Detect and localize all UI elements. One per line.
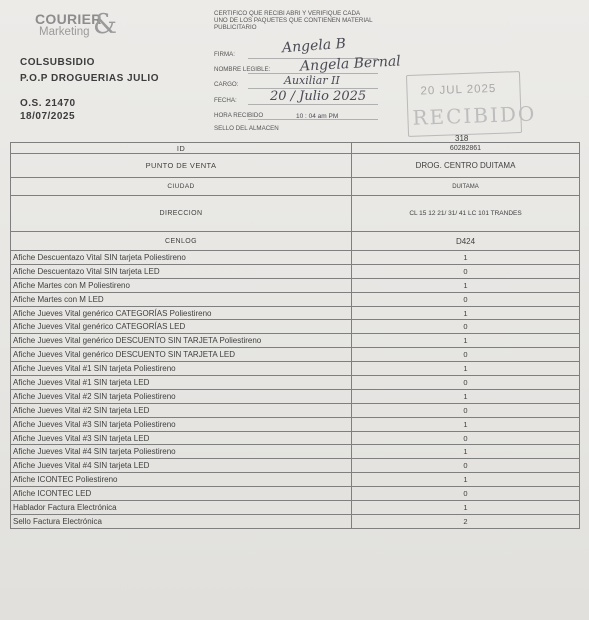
table-row bbox=[11, 431, 580, 445]
item-quantity: 1 bbox=[352, 278, 580, 292]
stamp-date: 20 JUL 2025 bbox=[420, 82, 497, 98]
item-quantity: 0 bbox=[352, 348, 580, 362]
table-row bbox=[11, 306, 580, 320]
fecha-line bbox=[248, 104, 378, 105]
item-quantity: 1 bbox=[352, 334, 580, 348]
item-description: Afiche Jueves Vital #3 SIN tarjeta Poliestireno bbox=[11, 417, 352, 431]
handwritten-name: Angela Bernal bbox=[299, 53, 402, 75]
nombre-label: NOMBRE LEGIBLE: bbox=[214, 66, 271, 73]
item-description: Sello Factura Electrónica bbox=[11, 514, 352, 528]
item-quantity: 1 bbox=[352, 251, 580, 265]
table-row bbox=[11, 348, 580, 362]
item-quantity: 1 bbox=[352, 389, 580, 403]
document-number: 318 bbox=[455, 134, 469, 143]
order-number: O.S. 21470 bbox=[20, 98, 76, 109]
firma-label: FIRMA: bbox=[214, 51, 235, 58]
table-row bbox=[11, 403, 580, 417]
item-quantity: 0 bbox=[352, 376, 580, 390]
ciudad-value: DUITAMA bbox=[352, 178, 580, 196]
cargo-label: CARGO: bbox=[214, 81, 239, 88]
sello-label: SELLO DEL ALMACEN bbox=[214, 125, 279, 132]
item-description: Afiche Jueves Vital #3 SIN tarjeta LED bbox=[11, 431, 352, 445]
item-quantity: 0 bbox=[352, 431, 580, 445]
table-row bbox=[11, 334, 580, 348]
cenlog-value: D424 bbox=[352, 232, 580, 251]
table-row-id bbox=[11, 143, 580, 154]
client-name: COLSUBSIDIO bbox=[20, 57, 95, 68]
order-date: 18/07/2025 bbox=[20, 111, 76, 122]
item-quantity: 1 bbox=[352, 473, 580, 487]
id-label: ID bbox=[11, 143, 352, 154]
item-quantity: 0 bbox=[352, 292, 580, 306]
item-description: Afiche Jueves Vital #1 SIN tarjeta LED bbox=[11, 376, 352, 390]
item-quantity: 0 bbox=[352, 264, 580, 278]
courier-marketing-logo bbox=[35, 11, 120, 43]
item-description: Afiche Jueves Vital genérico DESCUENTO SIN TARJETA LED bbox=[11, 348, 352, 362]
item-description: Afiche Descuentazo Vital SIN tarjeta Poliestireno bbox=[11, 251, 352, 265]
client-program: P.O.P DROGUERIAS JULIO bbox=[20, 73, 159, 84]
item-quantity: 0 bbox=[352, 403, 580, 417]
table-row bbox=[11, 389, 580, 403]
item-description: Afiche Jueves Vital genérico CATEGORÍAS Poliestireno bbox=[11, 306, 352, 320]
item-quantity: 1 bbox=[352, 445, 580, 459]
item-description: Afiche ICONTEC Poliestireno bbox=[11, 473, 352, 487]
item-quantity: 1 bbox=[352, 417, 580, 431]
table-row bbox=[11, 251, 580, 265]
item-description: Afiche Jueves Vital genérico CATEGORÍAS LED bbox=[11, 320, 352, 334]
item-quantity: 1 bbox=[352, 362, 580, 376]
handwritten-signature: Angela B bbox=[281, 35, 347, 57]
item-quantity: 0 bbox=[352, 487, 580, 501]
item-description: Afiche Jueves Vital genérico DESCUENTO SIN TARJETA Poliestireno bbox=[11, 334, 352, 348]
item-description: Afiche Martes con M LED bbox=[11, 292, 352, 306]
table-row-punto-venta bbox=[11, 154, 580, 178]
item-description: Afiche ICONTEC LED bbox=[11, 487, 352, 501]
table-row bbox=[11, 292, 580, 306]
cenlog-label: CENLOG bbox=[11, 232, 352, 251]
logo-ampersand-mark: & bbox=[93, 9, 118, 40]
delivery-table bbox=[10, 142, 580, 529]
received-stamp bbox=[406, 71, 537, 137]
ciudad-label: CIUDAD bbox=[11, 178, 352, 196]
table-row-cenlog bbox=[11, 232, 580, 251]
item-description: Afiche Jueves Vital #4 SIN tarjeta Poliestireno bbox=[11, 445, 352, 459]
table-row bbox=[11, 278, 580, 292]
item-description: Afiche Jueves Vital #4 SIN tarjeta LED bbox=[11, 459, 352, 473]
punto-venta-value: DROG. CENTRO DUITAMA bbox=[352, 154, 580, 178]
table-row bbox=[11, 501, 580, 515]
fecha-label: FECHA: bbox=[214, 97, 237, 104]
item-description: Hablador Factura Electrónica bbox=[11, 501, 352, 515]
certification-text: CERTIFICO QUE RECIBI ABRI Y VERIFIQUE CADA UNO DE LOS PAQUETES QUE CONTIENEN MATERIAL PUBLICITARIO bbox=[214, 10, 373, 31]
item-rows bbox=[11, 251, 580, 529]
logo-subtitle: Marketing bbox=[39, 26, 90, 38]
item-description: Afiche Jueves Vital #2 SIN tarjeta LED bbox=[11, 403, 352, 417]
table-row bbox=[11, 487, 580, 501]
id-value: 60282861 bbox=[352, 143, 580, 154]
handwritten-date: 20 / Julio 2025 bbox=[270, 89, 367, 104]
logo-title: COURIER bbox=[35, 11, 102, 27]
table-row bbox=[11, 376, 580, 390]
item-description: Afiche Jueves Vital #2 SIN tarjeta Poliestireno bbox=[11, 389, 352, 403]
table-row bbox=[11, 264, 580, 278]
table-row-ciudad bbox=[11, 178, 580, 196]
hora-label: HORA RECIBIDO bbox=[214, 112, 264, 119]
table-row bbox=[11, 362, 580, 376]
item-quantity: 0 bbox=[352, 320, 580, 334]
item-description: Afiche Descuentazo Vital SIN tarjeta LED bbox=[11, 264, 352, 278]
table-row bbox=[11, 320, 580, 334]
direccion-value: CL 15 12 21/ 31/ 41 LC 101 TRANDES bbox=[352, 196, 580, 232]
direccion-label: DIRECCION bbox=[11, 196, 352, 232]
item-description: Afiche Martes con M Poliestireno bbox=[11, 278, 352, 292]
table-row bbox=[11, 473, 580, 487]
item-quantity: 1 bbox=[352, 306, 580, 320]
handwritten-cargo: Auxiliar II bbox=[284, 74, 340, 87]
item-description: Afiche Jueves Vital #1 SIN tarjeta Poliestireno bbox=[11, 362, 352, 376]
table-row bbox=[11, 459, 580, 473]
item-quantity: 0 bbox=[352, 459, 580, 473]
punto-venta-label: PUNTO DE VENTA bbox=[11, 154, 352, 178]
table-row bbox=[11, 514, 580, 528]
handwritten-time: 10 : 04 am PM bbox=[296, 113, 339, 120]
table-row bbox=[11, 417, 580, 431]
item-quantity: 2 bbox=[352, 514, 580, 528]
table-row bbox=[11, 445, 580, 459]
stamp-word: RECIBIDO bbox=[412, 101, 537, 130]
table-row-direccion bbox=[11, 196, 580, 232]
item-quantity: 1 bbox=[352, 501, 580, 515]
